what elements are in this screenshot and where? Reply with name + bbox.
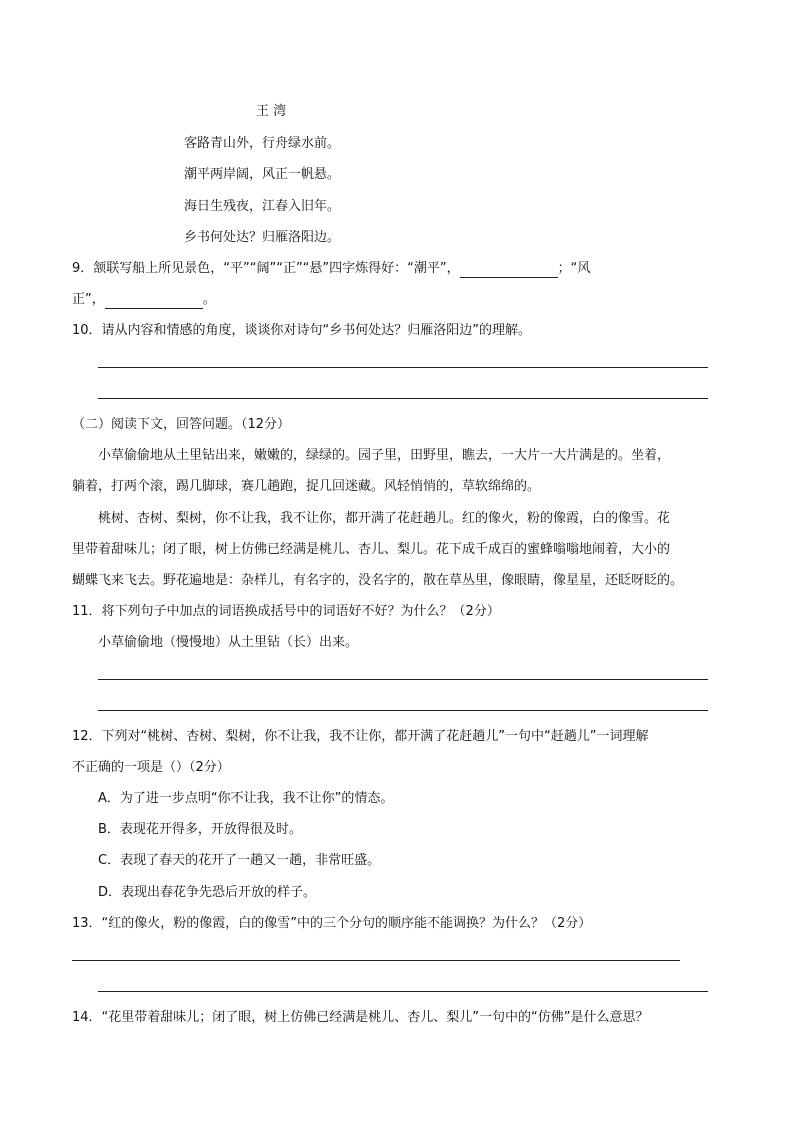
answer-line[interactable] <box>98 398 708 399</box>
question-9-continued <box>72 291 216 309</box>
answer-blank-chaoping[interactable] <box>460 263 558 278</box>
poem-line: 海日生残夜，江春入旧年。 <box>184 199 341 214</box>
passage-line: 蝴蝶飞来飞去。野花遍地是：杂样儿，有名字的，没名字的，散在草丛里，像眼睛，像星星，还眨呀眨的。 <box>72 573 684 588</box>
question-10: 10．请从内容和情感的角度，谈谈你对诗句“乡书何处达？归雁洛阳边”的理解。 <box>72 323 532 338</box>
question-9-end: 。 <box>202 292 216 307</box>
poem-author: 王 湾 <box>256 104 287 119</box>
passage-line: 小草偷偷地从土里钻出来，嫩嫩的，绿绿的。园子里，田野里，瞧去，一大片一大片满是的。坐着， <box>98 448 671 463</box>
passage-line: 里带着甜味儿；闭了眼，树上仿佛已经满是桃儿、杏儿、梨儿。花下成千成百的蜜蜂嗡嗡地闹着，大小的 <box>72 542 671 557</box>
question-9-separator: ；“风 <box>557 261 591 276</box>
answer-line[interactable] <box>98 991 708 992</box>
answer-line[interactable] <box>98 679 708 680</box>
answer-line[interactable] <box>98 367 708 368</box>
question-9-text-2: 正”， <box>72 292 105 307</box>
answer-blank-fengzheng[interactable] <box>105 294 203 309</box>
answer-line[interactable] <box>72 960 680 961</box>
question-11: 11．将下列句子中加点的词语换成括号中的词语好不好？为什么？（2分） <box>72 604 500 619</box>
section-header: （二）阅读下文，回答问题。（12分） <box>72 417 291 432</box>
question-13: 13．“红的像火，粉的像霞，白的像雪”中的三个分句的顺序能不能调换？为什么？（2分） <box>72 916 592 931</box>
poem-line: 乡书何处达？归雁洛阳边。 <box>184 230 341 245</box>
poem-line: 客路青山外，行舟绿水前。 <box>184 136 341 151</box>
option-b[interactable]: B．表现花开得多，开放得很及时。 <box>98 822 302 837</box>
option-d[interactable]: D．表现出春花争先恐后开放的样子。 <box>98 885 317 900</box>
question-12: 12．下列对“桃树、杏树、梨树，你不让我，我不让你，都开满了花赶趟儿”一句中“赶趟儿”一词理解 <box>72 729 649 744</box>
option-c[interactable]: C．表现了春天的花开了一趟又一趟，非常旺盛。 <box>98 853 381 868</box>
question-11-sentence: 小草偷偷地（慢慢地）从土里钻（长）出来。 <box>98 635 359 650</box>
option-a[interactable]: A．为了进一步点明“你不让我，我不让你”的情态。 <box>98 791 394 806</box>
question-14: 14．“花里带着甜味儿；闭了眼，树上仿佛已经满是桃儿、杏儿、梨儿”一句中的“仿佛”是什么意思？ <box>72 1010 649 1025</box>
question-12-continued: 不正确的一项是（）（2分） <box>72 760 230 775</box>
poem-line: 潮平两岸阔，风正一帆悬。 <box>184 167 341 182</box>
question-9 <box>72 260 590 278</box>
answer-line[interactable] <box>98 710 708 711</box>
question-9-text: 9．颔联写船上所见景色，“平”“阔”“正”“悬”四字炼得好：“潮平”， <box>72 261 460 276</box>
passage-line: 躺着，打两个滚，踢几脚球，赛几趟跑，捉几回迷藏。风轻悄悄的，草软绵绵的。 <box>72 479 541 494</box>
passage-line: 桃树、杏树、梨树，你不让我，我不让你，都开满了花赶趟儿。红的像火，粉的像霞，白的像雪。花 <box>98 511 671 526</box>
